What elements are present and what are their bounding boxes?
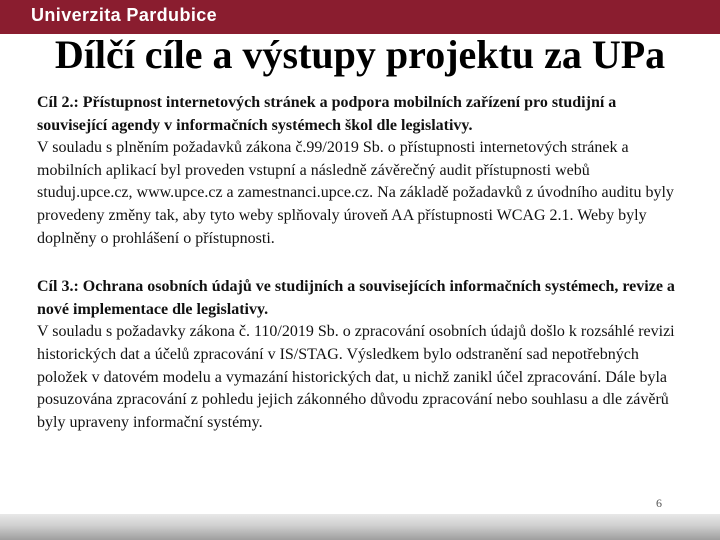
page-number: 6: [656, 496, 662, 510]
goal-2-title: Cíl 2.: Přístupnost internetových stránek a podpora mobilních zařízení pro studijní a související agendy v informačních systémech škol dle legislativy.: [37, 94, 617, 134]
university-logo-text: Univerzita Pardubice: [31, 5, 218, 25]
goal-3-text: V souladu s požadavky zákona č. 110/2019 Sb. o zpracování osobních údajů došlo k rozsáhlé revizi historických dat a účelů zpracování v IS/STAG. Výsledkem bylo odstranění sad nepotřebných položek v datovém modelu a vymazání historických dat, u nichž zanikl účel zpracování. Dále byla posuzována zpracování z pohledu jejich zákonného důvodu zpracování nebo souhlasu a dle závěrů byly upraveny informační systémy.: [37, 323, 675, 431]
footer-bar: [0, 514, 720, 540]
goal-section-3: [37, 276, 687, 434]
goal-3-title: Cíl 3.: Ochrana osobních údajů ve studijních a souvisejících informačních systémech, revize a nové implementace dle legislativy.: [37, 278, 675, 318]
slide-content: [37, 92, 687, 434]
goal-section-2: [37, 92, 687, 250]
goal-2-text: V souladu s plněním požadavků zákona č.99/2019 Sb. o přístupnosti internetových stránek a mobilních aplikací byl proveden vstupní a následně závěrečný audit přístupnosti webů studuj.upce.cz, www.upce.cz a zamestnanci.upce.cz. Na základě požadavků z úvodního auditu byly provedeny změny tak, aby tyto weby splňovaly úroveň AA přístupnosti WCAG 2.1. Weby byly doplněny o prohlášení o přístupnosti.: [37, 139, 674, 247]
slide-title: Dílčí cíle a výstupy projektu za UPa: [54, 32, 666, 77]
header-bar: [0, 0, 720, 34]
section-spacer: [37, 250, 687, 276]
